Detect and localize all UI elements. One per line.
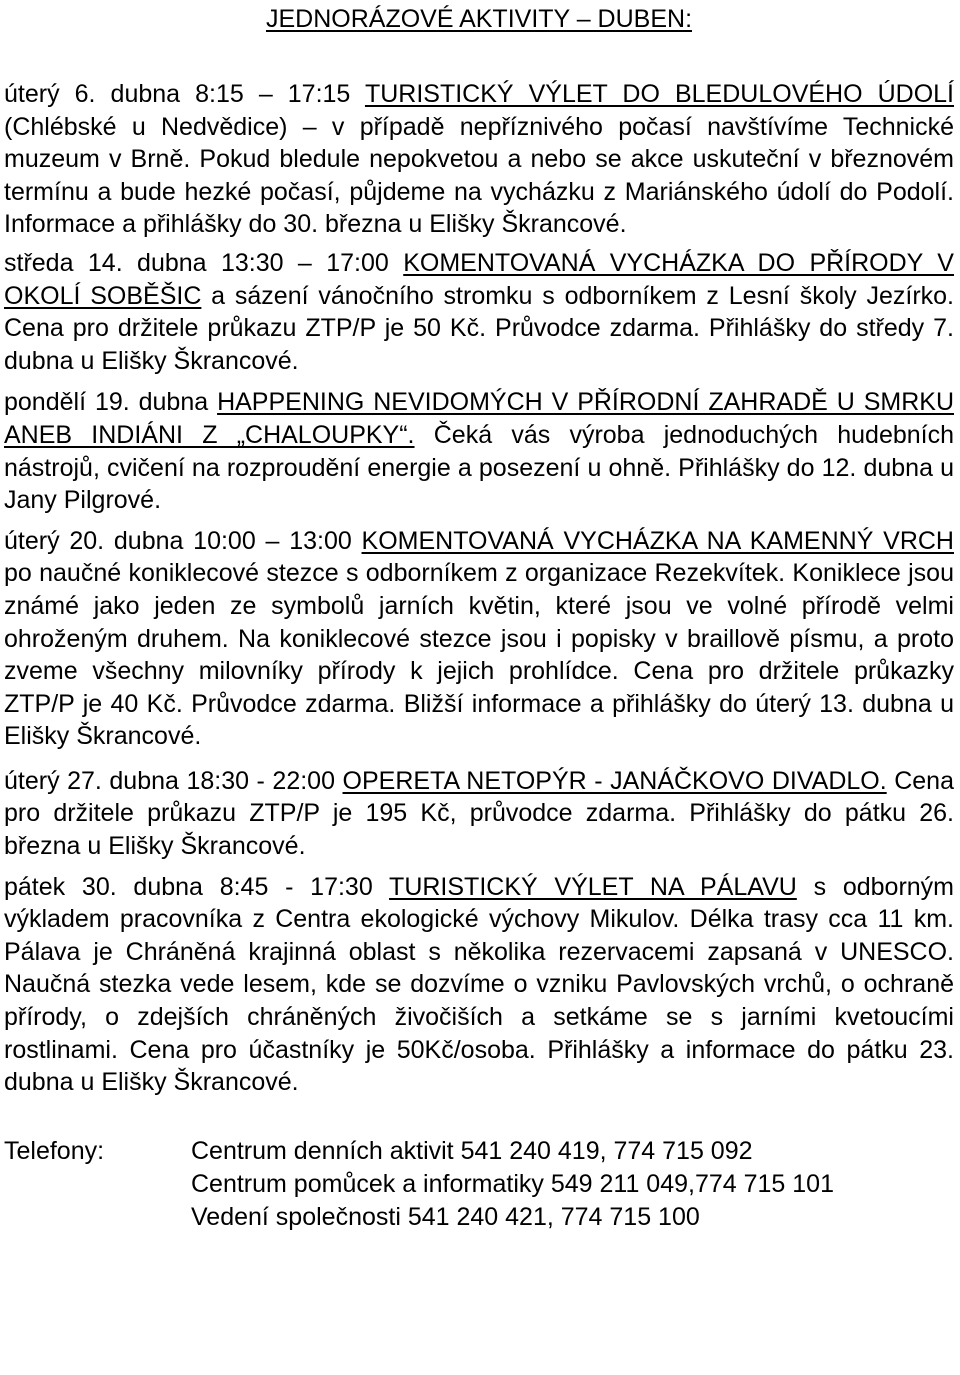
phone-contacts	[4, 1135, 954, 1234]
activity-description: Cena pro držitele průkazu ZTP/P je 195 Kč, průvodce zdarma. Přihlášky do pátku 26. března u Elišky Škrancové.	[4, 766, 954, 861]
phones-label: Telefony:	[4, 1136, 105, 1165]
activity-event-title: TURISTICKÝ VÝLET DO BLEDULOVÉHO ÚDOLÍ	[364, 80, 955, 108]
activity-item	[4, 871, 954, 1099]
activity-date: středa 14. dubna 13:30 – 17:00	[4, 248, 404, 277]
activity-description: (Chlébské u Nedvědice) – v případě nepříznivého počasí navštívíme Technické muzeum v Brně. Pokud bledule nepokvetou a nebo se akce uskuteční v březnovém termínu a bude hezké počasí, půjdeme na vycházku z Mariánského údolí do Podolí. Informace a přihlášky do 30. března u Elišky Škrancové.	[4, 112, 954, 239]
activity-event-title: KOMENTOVANÁ VYCHÁZKA DO PŘÍRODY V OKOLÍ SOBĚŠIC	[4, 248, 954, 310]
activity-event-title: HAPPENING NEVIDOMÝCH V PŘÍRODNÍ ZAHRADĚ U SMRKU ANEB INDIÁNI Z „CHALOUPKY“.	[4, 388, 954, 449]
activity-date: úterý 6. dubna 8:15 – 17:15	[4, 80, 365, 108]
activity-description: Čeká vás výroba jednoduchých hudebních nástrojů, cvičení na rozproudění energie a posezení u ohně. Přihlášky do 12. dubna u Jany Pilgrové.	[4, 420, 955, 515]
activity-item	[4, 247, 954, 377]
phone-lines	[191, 1135, 954, 1234]
activity-item	[4, 525, 954, 753]
activity-date: pátek 30. dubna 8:45 - 17:30	[4, 872, 390, 901]
activity-date: úterý 27. dubna 18:30 - 22:00	[4, 766, 343, 795]
page-title	[4, 0, 954, 36]
activity-description: s odborným výkladem pracovníka z Centra ekologické výchovy Mikulov. Délka trasy cca 11 km. Pálava je Chráněná krajinná oblast s několika rezervacemi zapsaná v UNESCO. Naučná stezka vede lesem, kde se dozvíme o vzniku Pavlovských vrchů, o ochraně přírody, o zdejších chráněných živočiších a setkáme se s jarními kvetoucími rostlinami. Cena pro účastníky je 50Kč/osoba. Přihlášky a informace do pátku 23. dubna u Elišky Škrancové.	[4, 872, 955, 1097]
activity-description: po naučné koniklecové stezce s odborníkem z organizace Rezekvítek. Koniklece jsou známé jako jeden ze symbolů jarních květin, které jsou ve volné přírodě velmi ohroženým druhem. Na koniklecové stezce jsou i popisky v braillově písmu, a proto zveme všechny milovníky přírody k jejich prohlídce. Cena pro držitele průkazky ZTP/P je 40 Kč. Průvodce zdarma. Bližší informace a přihlášky do úterý 13. dubna u Elišky Škrancové.	[4, 559, 954, 751]
page-title-text: JEDNORÁZOVÉ AKTIVITY – DUBEN:	[265, 5, 693, 33]
activity-item	[4, 386, 954, 516]
activity-date: úterý 20. dubna 10:00 – 13:00	[4, 526, 362, 555]
activity-event-title: OPERETA NETOPÝR - JANÁČKOVO DIVADLO.	[342, 766, 887, 795]
activity-description: a sázení vánočního stromku s odborníkem z Lesní školy Jezírko. Cena pro držitele průkazu ZTP/P je 50 Kč. Průvodce zdarma. Přihlášky do středy 7. dubna u Elišky Škrancové.	[4, 281, 954, 375]
activity-event-title: KOMENTOVANÁ VYCHÁZKA NA KAMENNÝ VRCH	[361, 526, 954, 555]
phone-line-management: Vedení společnosti 541 240 421, 774 715 100	[191, 1202, 700, 1231]
activity-item	[4, 765, 954, 863]
activity-item	[4, 78, 954, 241]
phone-line-aids-center: Centrum pomůcek a informatiky 549 211 049,774 715 101	[191, 1169, 834, 1198]
activity-event-title: TURISTICKÝ VÝLET NA PÁLAVU	[389, 872, 797, 901]
activity-date: pondělí 19. dubna	[4, 388, 218, 417]
phone-line-day-activities: Centrum denních aktivit 541 240 419, 774 715 092	[191, 1136, 753, 1165]
